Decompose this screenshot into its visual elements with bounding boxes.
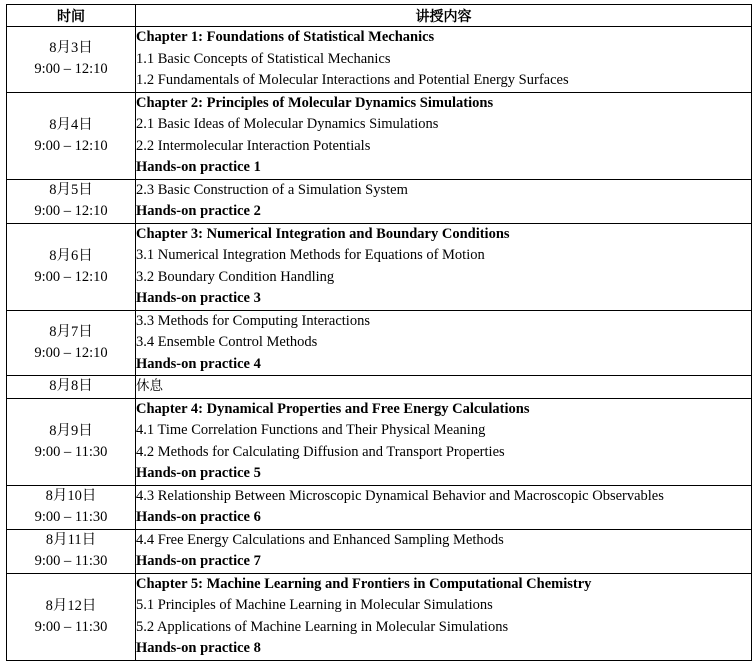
session-date: 8月4日 [49, 116, 93, 133]
session-hours: 9:00 – 12:10 [34, 203, 108, 219]
session-content-cell [136, 310, 752, 376]
session-date: 8月8日 [49, 378, 93, 395]
table-row [7, 398, 752, 485]
session-time-cell [7, 376, 136, 399]
session-content-cell [136, 529, 752, 573]
session-time-cell [7, 310, 136, 376]
session-content-cell [136, 179, 752, 223]
session-hours: 9:00 – 12:10 [34, 61, 108, 78]
session-hours: 9:00 – 11:30 [34, 509, 108, 525]
practice-line: Hands-on practice 8 [136, 640, 261, 656]
session-date: 8月10日 [45, 488, 97, 504]
session-hours: 9:00 – 11:30 [34, 553, 108, 569]
table-row [7, 376, 752, 399]
practice-line: Hands-on practice 4 [136, 355, 261, 372]
header-content: 讲授内容 [136, 5, 752, 27]
practice-line: Hands-on practice 3 [136, 290, 261, 306]
table-row [7, 485, 752, 529]
table-row [7, 223, 752, 310]
practice-line: Hands-on practice 6 [136, 509, 261, 525]
chapter-title: Chapter 4: Dynamical Properties and Free Energy Calculations [136, 400, 530, 417]
table-row [7, 27, 752, 93]
session-content-cell [136, 223, 752, 310]
session-time-cell [7, 27, 136, 93]
topic-line: 2.2 Intermolecular Interaction Potentials [136, 137, 371, 154]
session-time-cell [7, 223, 136, 310]
session-time-cell [7, 485, 136, 529]
topic-line: 3.3 Methods for Computing Interactions [136, 312, 370, 329]
practice-line: Hands-on practice 5 [136, 465, 261, 481]
chapter-title: Chapter 3: Numerical Integration and Boundary Conditions [136, 225, 510, 242]
table-row [7, 573, 752, 660]
session-time-cell [7, 398, 136, 485]
session-date: 8月11日 [45, 532, 97, 548]
topic-line: 3.1 Numerical Integration Methods for Equations of Motion [136, 247, 485, 263]
session-time-cell [7, 179, 136, 223]
session-date: 8月6日 [49, 247, 93, 264]
session-content-cell [136, 573, 752, 660]
session-hours: 9:00 – 12:10 [34, 344, 108, 361]
topic-line: 3.2 Boundary Condition Handling [136, 268, 335, 285]
chapter-title: Chapter 5: Machine Learning and Frontiers in Computational Chemistry [136, 575, 592, 592]
topic-line: 4.1 Time Correlation Functions and Their Physical Meaning [136, 422, 486, 438]
session-date: 8月9日 [49, 422, 93, 439]
session-time-cell [7, 573, 136, 660]
practice-line: Hands-on practice 7 [136, 553, 261, 569]
topic-line: 4.3 Relationship Between Microscopic Dynamical Behavior and Macroscopic Observables [136, 487, 664, 504]
practice-line: Hands-on practice 2 [136, 203, 261, 219]
session-hours: 9:00 – 11:30 [34, 443, 108, 460]
session-content-cell [136, 92, 752, 179]
topic-line: 4.4 Free Energy Calculations and Enhanced Sampling Methods [136, 531, 504, 548]
session-content-cell [136, 485, 752, 529]
session-time-cell [7, 92, 136, 179]
session-content-cell [136, 27, 752, 93]
topic-line: 1.1 Basic Concepts of Statistical Mechanics [136, 50, 391, 67]
schedule-table [6, 4, 752, 661]
topic-line: 2.1 Basic Ideas of Molecular Dynamics Simulations [136, 116, 439, 132]
table-row [7, 529, 752, 573]
topic-line: 3.4 Ensemble Control Methods [136, 334, 318, 350]
topic-line: 1.2 Fundamentals of Molecular Interactions and Potential Energy Surfaces [136, 72, 569, 88]
topic-line: 5.1 Principles of Machine Learning in Molecular Simulations [136, 597, 493, 613]
chapter-title: Chapter 2: Principles of Molecular Dynamics Simulations [136, 94, 494, 111]
session-date: 8月12日 [45, 597, 97, 614]
session-hours: 9:00 – 12:10 [34, 268, 108, 285]
header-row [7, 5, 752, 27]
practice-line: Hands-on practice 1 [136, 159, 261, 175]
topic-line: 2.3 Basic Construction of a Simulation System [136, 181, 408, 198]
session-date: 8月7日 [49, 323, 93, 340]
chapter-title: Chapter 1: Foundations of Statistical Mechanics [136, 29, 435, 45]
session-content-cell [136, 376, 752, 399]
session-hours: 9:00 – 12:10 [34, 137, 108, 154]
topic-line: 4.2 Methods for Calculating Diffusion and Transport Properties [136, 443, 505, 460]
topic-line: 5.2 Applications of Machine Learning in Molecular Simulations [136, 618, 509, 635]
table-row [7, 310, 752, 376]
table-row [7, 92, 752, 179]
session-date: 8月5日 [49, 182, 93, 198]
session-date: 8月3日 [49, 40, 93, 57]
session-time-cell [7, 529, 136, 573]
rest-day-label: 休息 [136, 378, 163, 394]
session-hours: 9:00 – 11:30 [34, 618, 108, 635]
session-content-cell [136, 398, 752, 485]
header-time: 时间 [7, 5, 136, 27]
schedule-body [7, 27, 752, 661]
table-row [7, 179, 752, 223]
